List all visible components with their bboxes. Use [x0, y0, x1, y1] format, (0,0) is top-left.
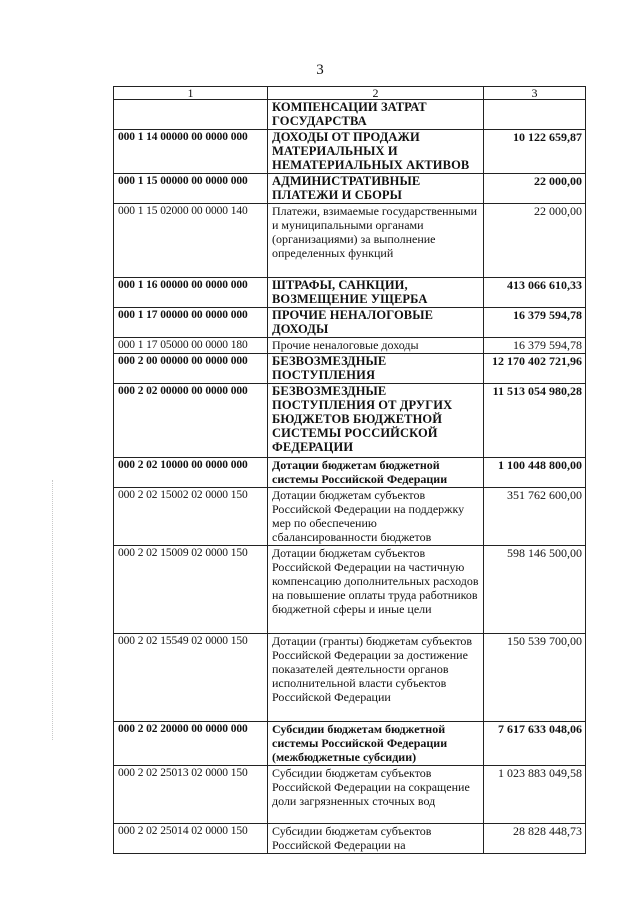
- budget-code: [114, 100, 268, 130]
- revenue-name: ШТРАФЫ, САНКЦИИ, ВОЗМЕЩЕНИЕ УЩЕРБА: [268, 278, 484, 308]
- budget-code: 000 2 00 00000 00 0000 000: [114, 354, 268, 384]
- column-number-row: [114, 87, 586, 100]
- table-row: [114, 278, 586, 308]
- budget-code: 000 2 02 15009 02 0000 150: [114, 546, 268, 634]
- table-row: [114, 204, 586, 278]
- revenue-name: Субсидии бюджетам субъектов Российской Федерации на: [268, 824, 484, 854]
- amount: 598 146 500,00: [484, 546, 586, 634]
- table-row: [114, 458, 586, 488]
- budget-code: 000 2 02 00000 00 0000 000: [114, 384, 268, 458]
- budget-code: 000 1 15 00000 00 0000 000: [114, 174, 268, 204]
- table-row: [114, 722, 586, 766]
- amount: 12 170 402 721,96: [484, 354, 586, 384]
- amount: 22 000,00: [484, 174, 586, 204]
- amount: 1 100 448 800,00: [484, 458, 586, 488]
- revenue-name: Субсидии бюджетам субъектов Российской Федерации на сокращение доли загрязненных сточных вод: [268, 766, 484, 824]
- revenue-name: Платежи, взимаемые государственными и муниципальными органами (организациями) за выполнение определенных функций: [268, 204, 484, 278]
- amount: 10 122 659,87: [484, 130, 586, 174]
- budget-code: 000 2 02 20000 00 0000 000: [114, 722, 268, 766]
- revenue-name: Прочие неналоговые доходы: [268, 338, 484, 354]
- budget-code: 000 1 16 00000 00 0000 000: [114, 278, 268, 308]
- revenue-name: АДМИНИСТРАТИВНЫЕ ПЛАТЕЖИ И СБОРЫ: [268, 174, 484, 204]
- budget-code: 000 1 15 02000 00 0000 140: [114, 204, 268, 278]
- column-number-3: 3: [484, 87, 586, 100]
- amount: 11 513 054 980,28: [484, 384, 586, 458]
- budget-code: 000 1 17 00000 00 0000 000: [114, 308, 268, 338]
- revenue-name: Дотации бюджетам субъектов Российской Федерации на частичную компенсацию дополнительных расходов на повышение оплаты труда работников бюджетной сферы и иные цели: [268, 546, 484, 634]
- amount: 22 000,00: [484, 204, 586, 278]
- table-row: [114, 824, 586, 854]
- table-row: [114, 634, 586, 722]
- table-row: [114, 130, 586, 174]
- amount: 413 066 610,33: [484, 278, 586, 308]
- table-row: [114, 488, 586, 546]
- revenue-name: ПРОЧИЕ НЕНАЛОГОВЫЕ ДОХОДЫ: [268, 308, 484, 338]
- amount: 150 539 700,00: [484, 634, 586, 722]
- budget-code: 000 1 14 00000 00 0000 000: [114, 130, 268, 174]
- column-number-2: 2: [268, 87, 484, 100]
- table-row: [114, 338, 586, 354]
- budget-code: 000 2 02 15002 02 0000 150: [114, 488, 268, 546]
- amount: 7 617 633 048,06: [484, 722, 586, 766]
- amount: 351 762 600,00: [484, 488, 586, 546]
- revenue-table: [113, 86, 586, 854]
- amount: 28 828 448,73: [484, 824, 586, 854]
- amount: 1 023 883 049,58: [484, 766, 586, 824]
- revenue-name: Дотации бюджетам бюджетной системы Российской Федерации: [268, 458, 484, 488]
- budget-code: 000 2 02 15549 02 0000 150: [114, 634, 268, 722]
- table-row: [114, 308, 586, 338]
- revenue-name: Дотации бюджетам субъектов Российской Федерации на поддержку мер по обеспечению сбалансированности бюджетов: [268, 488, 484, 546]
- table-row: [114, 354, 586, 384]
- table-row: [114, 384, 586, 458]
- revenue-name: БЕЗВОЗМЕЗДНЫЕ ПОСТУПЛЕНИЯ: [268, 354, 484, 384]
- table-row: [114, 766, 586, 824]
- budget-code: 000 2 02 25014 02 0000 150: [114, 824, 268, 854]
- revenue-name: ДОХОДЫ ОТ ПРОДАЖИ МАТЕРИАЛЬНЫХ И НЕМАТЕРИАЛЬНЫХ АКТИВОВ: [268, 130, 484, 174]
- amount: 16 379 594,78: [484, 308, 586, 338]
- column-number-1: 1: [114, 87, 268, 100]
- budget-code: 000 2 02 10000 00 0000 000: [114, 458, 268, 488]
- revenue-name: КОМПЕНСАЦИИ ЗАТРАТ ГОСУДАРСТВА: [268, 100, 484, 130]
- amount: 16 379 594,78: [484, 338, 586, 354]
- page-number: 3: [316, 62, 324, 78]
- table-row: [114, 100, 586, 130]
- margin-scan-marks: [52, 480, 55, 740]
- revenue-name: БЕЗВОЗМЕЗДНЫЕ ПОСТУПЛЕНИЯ ОТ ДРУГИХ БЮДЖЕТОВ БЮДЖЕТНОЙ СИСТЕМЫ РОССИЙСКОЙ ФЕДЕРАЦИИ: [268, 384, 484, 458]
- table-row: [114, 546, 586, 634]
- table-row: [114, 174, 586, 204]
- budget-code: 000 1 17 05000 00 0000 180: [114, 338, 268, 354]
- budget-code: 000 2 02 25013 02 0000 150: [114, 766, 268, 824]
- revenue-name: Дотации (гранты) бюджетам субъектов Российской Федерации за достижение показателей деятельности органов исполнительной власти субъектов Российской Федерации: [268, 634, 484, 722]
- revenue-name: Субсидии бюджетам бюджетной системы Российской Федерации (межбюджетные субсидии): [268, 722, 484, 766]
- amount: [484, 100, 586, 130]
